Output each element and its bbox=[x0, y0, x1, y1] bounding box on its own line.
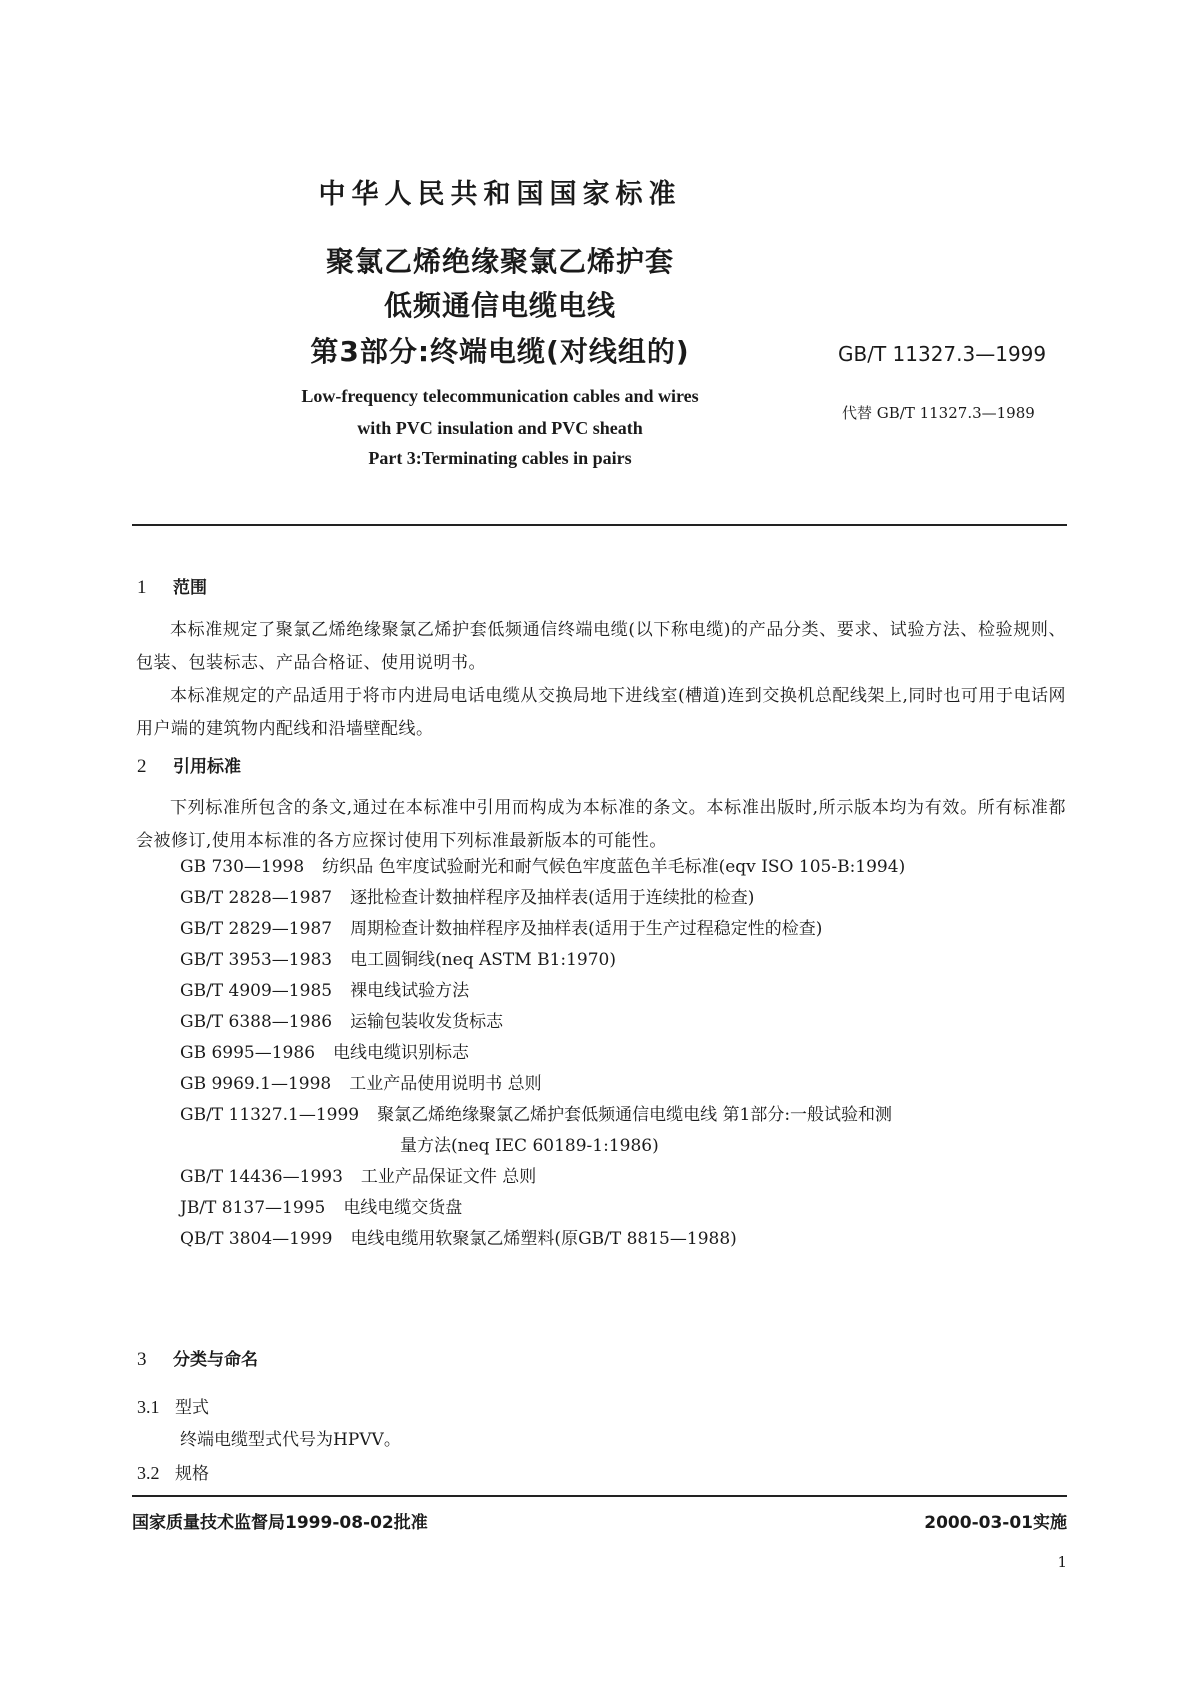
implementation-date: 2000-03-01实施 bbox=[924, 1513, 1067, 1533]
list-item bbox=[180, 1224, 1070, 1255]
ref-code: GB/T 14436—1993 bbox=[180, 1167, 343, 1187]
list-item bbox=[180, 1007, 1070, 1038]
list-item bbox=[180, 1162, 1070, 1193]
list-item bbox=[180, 883, 1070, 914]
ref-title: 工业产品保证文件 总则 bbox=[360, 1167, 537, 1187]
section-number: 1 bbox=[137, 577, 147, 598]
footer-divider bbox=[132, 1495, 1067, 1497]
list-item bbox=[180, 1193, 1070, 1224]
section-title: 分类与命名 bbox=[173, 1350, 258, 1370]
subsection-number: 3.1 bbox=[137, 1397, 160, 1417]
paragraph: 本标准规定了聚氯乙烯绝缘聚氯乙烯护套低频通信终端电缆(以下称电缆)的产品分类、要求、试验方法、检验规则、包装、包装标志、产品合格证、使用说明书。 bbox=[136, 620, 1066, 673]
ref-title: 工业产品使用说明书 总则 bbox=[349, 1074, 542, 1094]
title-cn-line-1: 聚氯乙烯绝缘聚氯乙烯护套 bbox=[325, 245, 674, 278]
section-number: 3 bbox=[137, 1349, 147, 1370]
list-item bbox=[180, 1069, 1070, 1100]
paragraph: 下列标准所包含的条文,通过在本标准中引用而构成为本标准的条文。本标准出版时,所示版本均为有效。所有标准都会被修订,使用本标准的各方应探讨使用下列标准最新版本的可能性。 bbox=[136, 798, 1066, 851]
subsection-3-2-heading bbox=[137, 1459, 209, 1484]
section-3-heading bbox=[137, 1345, 258, 1371]
ref-title: 裸电线试验方法 bbox=[350, 981, 470, 1001]
section-1-heading bbox=[137, 573, 207, 599]
ref-code: GB 6995—1986 bbox=[180, 1043, 316, 1063]
ref-title: 聚氯乙烯绝缘聚氯乙烯护套低频通信电缆电线 第1部分:一般试验和测 bbox=[377, 1105, 893, 1125]
title-en-line-1: Low-frequency telecommunication cables and wires bbox=[301, 386, 699, 406]
title-en-line-2: with PVC insulation and PVC sheath bbox=[357, 418, 643, 438]
section-number: 2 bbox=[137, 756, 147, 777]
section-1-body bbox=[136, 614, 1066, 746]
ref-code: GB 9969.1—1998 bbox=[180, 1074, 332, 1094]
title-en-line-3: Part 3:Terminating cables in pairs bbox=[368, 448, 632, 468]
referenced-standards-list bbox=[180, 852, 1070, 1255]
list-item bbox=[180, 852, 1070, 883]
section-2-intro bbox=[136, 792, 1066, 858]
ref-title-continuation: 量方法(neq IEC 60189-1:1986) bbox=[400, 1136, 659, 1156]
title-cn-line-3: 第3部分:终端电缆(对线组的) bbox=[310, 335, 690, 368]
list-item bbox=[180, 1100, 1070, 1162]
section-title: 引用标准 bbox=[173, 757, 241, 777]
ref-code: GB/T 6388—1986 bbox=[180, 1012, 333, 1032]
header-divider bbox=[132, 524, 1067, 526]
page-number: 1 bbox=[1057, 1553, 1067, 1571]
ref-code: GB/T 3953—1983 bbox=[180, 950, 333, 970]
approval-date: 国家质量技术监督局1999-08-02批准 bbox=[132, 1513, 428, 1533]
replaces-standard: 代替 GB/T 11327.3—1989 bbox=[842, 404, 1035, 422]
ref-code: GB/T 11327.1—1999 bbox=[180, 1105, 360, 1125]
list-item bbox=[180, 945, 1070, 976]
ref-title: 电工圆铜线(neq ASTM B1:1970) bbox=[350, 950, 617, 970]
national-standard-heading: 中华人民共和国国家标准 bbox=[318, 179, 682, 210]
ref-code: JB/T 8137—1995 bbox=[180, 1198, 326, 1218]
ref-title: 纺织品 色牢度试验耐光和耐气候色牢度蓝色羊毛标准(eqv ISO 105-B:1994) bbox=[322, 857, 906, 877]
ref-code: QB/T 3804—1999 bbox=[180, 1229, 333, 1249]
ref-title: 运输包装收发货标志 bbox=[350, 1012, 504, 1032]
ref-code: GB/T 4909—1985 bbox=[180, 981, 333, 1001]
ref-title: 电线电缆交货盘 bbox=[343, 1198, 463, 1218]
subsection-title: 型式 bbox=[175, 1398, 209, 1418]
list-item bbox=[180, 976, 1070, 1007]
subsection-3-1-heading bbox=[137, 1393, 209, 1418]
subsection-number: 3.2 bbox=[137, 1463, 160, 1483]
ref-code: GB 730—1998 bbox=[180, 857, 305, 877]
ref-title: 电线电缆用软聚氯乙烯塑料(原GB/T 8815—1988) bbox=[350, 1229, 737, 1249]
list-item bbox=[180, 1038, 1070, 1069]
title-cn-line-2: 低频通信电缆电线 bbox=[383, 289, 616, 322]
subsection-title: 规格 bbox=[175, 1464, 209, 1484]
ref-title: 周期检查计数抽样程序及抽样表(适用于生产过程稳定性的检查) bbox=[350, 919, 823, 939]
list-item bbox=[180, 914, 1070, 945]
subsection-3-1-text: 终端电缆型式代号为HPVV。 bbox=[180, 1430, 401, 1450]
paragraph: 本标准规定的产品适用于将市内进局电话电缆从交换局地下进线室(槽道)连到交换机总配线架上,同时也可用于电话网用户端的建筑物内配线和沿墙壁配线。 bbox=[136, 686, 1066, 739]
ref-code: GB/T 2829—1987 bbox=[180, 919, 333, 939]
section-title: 范围 bbox=[173, 578, 207, 598]
ref-title: 电线电缆识别标志 bbox=[333, 1043, 470, 1063]
standard-number: GB/T 11327.3—1999 bbox=[838, 342, 1047, 366]
ref-code: GB/T 2828—1987 bbox=[180, 888, 333, 908]
ref-title: 逐批检查计数抽样程序及抽样表(适用于连续批的检查) bbox=[350, 888, 755, 908]
section-2-heading bbox=[137, 752, 241, 778]
